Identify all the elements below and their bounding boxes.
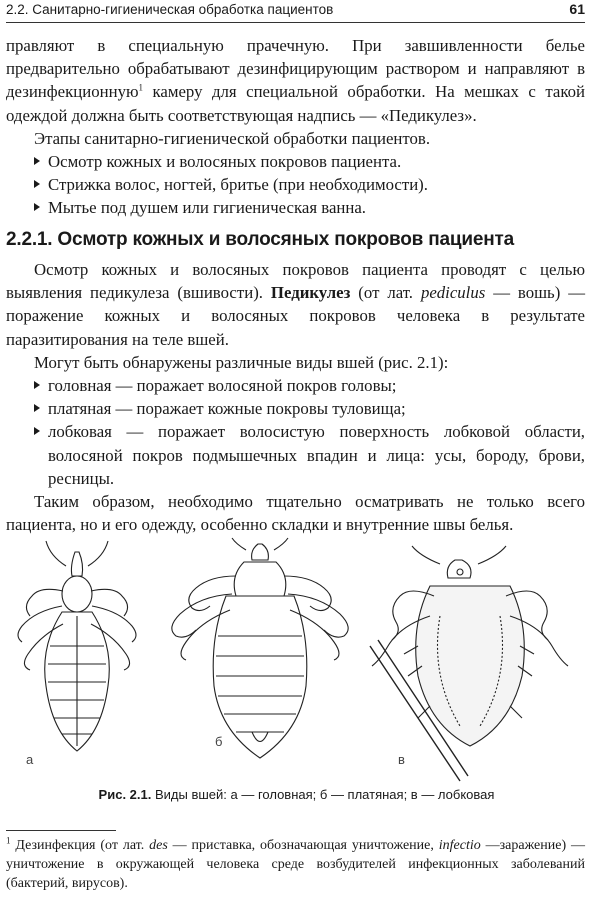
bullet-triangle-icon (34, 203, 40, 211)
lice-illustration (0, 536, 593, 786)
figure-caption (0, 787, 593, 802)
lice-item (6, 397, 585, 420)
latin-term: infectio (438, 838, 481, 853)
bullet-triangle-icon (34, 427, 40, 435)
running-header (6, 0, 585, 23)
intro-text-2: камеру для специальной обработки. На мешках с такой одеждой должна быть соответствующая надпись — «Педикулез». (6, 82, 585, 125)
head-louse-drawing (18, 541, 136, 751)
page-number: 61 (569, 1, 585, 17)
figure-number: Рис. 2.1. (98, 787, 152, 802)
latin-term: pediculus (420, 283, 486, 303)
body-louse-drawing (172, 538, 348, 758)
text-run: (от лат. (350, 283, 421, 303)
stages-lead: Этапы санитарно-гигиенической обработки пациентов. (34, 128, 431, 148)
pubic-louse-drawing (370, 546, 568, 781)
intro-paragraph (6, 34, 585, 127)
footnote-text: —заражение) — уничтожение в окружающей человека среде возбудителей инфекционных заболеваний (бактерий, вирусов). (6, 838, 585, 891)
figure-label-a: а (26, 752, 34, 767)
lice-figure (0, 536, 593, 786)
pediculosis-paragraph (6, 258, 585, 351)
lice-item (6, 420, 585, 490)
footnote-text: Дезинфекция (от лат. (10, 838, 150, 853)
lice-text: головная — поражает волосяной покров головы; (48, 376, 397, 396)
lice-lead: Могут быть обнаружены различные виды вшей (рис. 2.1): (34, 352, 449, 372)
stage-item (6, 173, 585, 196)
section-heading: 2.2.1. Осмотр кожных и волосяных покровов пациента (6, 229, 514, 250)
lice-text: лобковая — поражает волосистую поверхность лобковой области, волосяной покров подмышечных впадин и лица: усы, бороду, брови, ресницы. (48, 422, 585, 488)
latin-term: des (149, 838, 168, 853)
intro-text-1: правляют в специальную прачечную. При завшивленности белье предварительно обрабатывают дезинфицирующим раствором и направляют в дезинфекционную (6, 36, 585, 102)
stage-text: Стрижка волос, ногтей, бритье (при необходимости). (48, 175, 428, 195)
text-run: Осмотр кожных и волосяных покровов пациента проводят с целью выявления педикулеза (вшивости). (6, 260, 585, 303)
lice-text: платяная — поражает кожные покровы туловища; (48, 399, 406, 419)
bullet-triangle-icon (34, 180, 40, 188)
footnote-divider (6, 830, 116, 831)
term-bold: Педикулез (270, 283, 351, 303)
stage-item (6, 196, 585, 219)
bullet-triangle-icon (34, 157, 40, 165)
footnote-text: — приставка, обозначающая уничтожение, (167, 838, 439, 853)
figure-label-v: в (398, 752, 405, 767)
footnote-ref[interactable]: 1 (138, 82, 143, 93)
conclusion-paragraph: Таким образом, необходимо тщательно осматривать не только всего пациента, но и его одежду, особенно складки и внутренние швы белья. (6, 492, 585, 535)
stage-text: Осмотр кожных и волосяных покровов пациента. (48, 152, 402, 172)
running-header-title: 2.2. Санитарно-гигиеническая обработка пациентов (6, 2, 334, 17)
stage-text: Мытье под душем или гигиеническая ванна. (48, 198, 366, 218)
footnote-marker: 1 (6, 835, 11, 846)
stage-item (6, 150, 585, 173)
figure-label-b: б (215, 734, 223, 749)
section-body (6, 258, 585, 536)
footnote (6, 836, 585, 893)
lice-item (6, 374, 585, 397)
caption-text: Виды вшей: а — головная; б — платяная; в — лобковая (151, 787, 495, 802)
bullet-triangle-icon (34, 404, 40, 412)
intro-block (6, 34, 585, 220)
text-run: — вошь) — поражение кожных и волосяных покровов человека в результате паразитирования на теле вшей. (6, 283, 586, 349)
bullet-triangle-icon (34, 381, 40, 389)
